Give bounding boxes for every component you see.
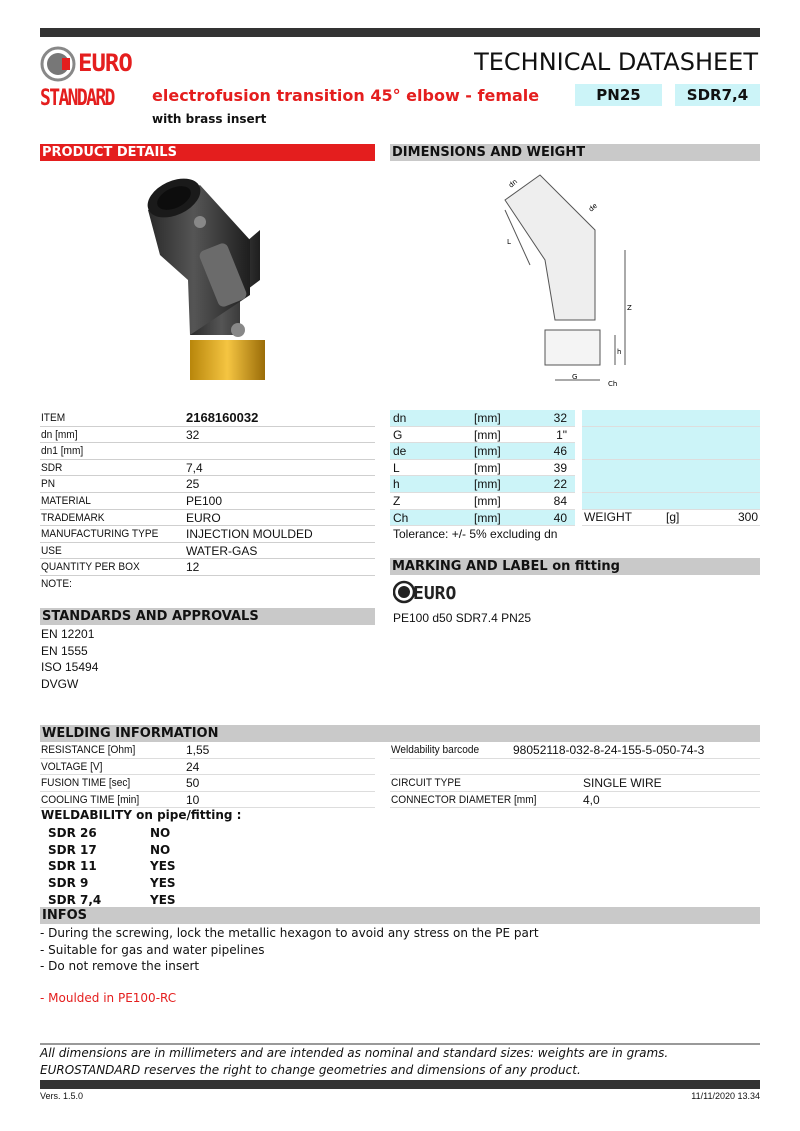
welding-row — [40, 792, 375, 809]
weldability-result: YES — [150, 892, 176, 907]
welding-right-label: CIRCUIT TYPE — [391, 777, 461, 790]
product-image — [130, 170, 280, 385]
euro-logo-icon — [393, 580, 468, 604]
drawing-label-de: de — [587, 201, 599, 214]
weldability-sdr: SDR 17 — [48, 842, 97, 857]
logo-standard-text: STANDARD — [40, 86, 114, 111]
product-detail-label: dn [mm] — [41, 428, 78, 441]
dimension-unit: [mm] — [474, 427, 501, 442]
marking-header: MARKING AND LABEL on fitting — [390, 558, 760, 575]
dimension-unit: [mm] — [474, 494, 501, 508]
welding-right-label: Weldability barcode — [391, 744, 480, 756]
dimension-value: 32 — [553, 411, 567, 425]
welding-row-right — [390, 792, 760, 809]
product-detail-label: SDR — [41, 461, 63, 474]
weldability-row — [40, 875, 760, 892]
product-detail-label: NOTE: — [41, 578, 72, 590]
product-detail-row — [40, 526, 375, 543]
weldability-header: WELDABILITY on pipe/fitting : — [41, 808, 242, 822]
dimension-value: 1" — [556, 427, 567, 442]
marking-text: PE100 d50 SDR7.4 PN25 — [393, 611, 532, 625]
dimension-key: G — [393, 427, 403, 442]
weldability-sdr: SDR 7,4 — [48, 892, 102, 907]
product-detail-label: MATERIAL — [41, 495, 91, 507]
product-detail-row — [40, 410, 375, 427]
dimension-key: Ch — [393, 510, 409, 525]
weight-cell-blank — [582, 427, 760, 444]
dimension-row — [390, 476, 575, 493]
info-red-note: - Moulded in PE100-RC — [40, 991, 177, 1005]
weldability-row — [40, 858, 760, 875]
product-detail-value: 32 — [186, 427, 200, 442]
drawing-label-dn: dn — [507, 177, 520, 190]
weight-cell-blank — [582, 443, 760, 460]
welding-row-right — [390, 742, 760, 759]
infos-header: INFOS — [40, 907, 760, 924]
document-title: TECHNICAL DATASHEET — [474, 48, 758, 76]
weldability-result: YES — [150, 876, 176, 891]
pn-badge: PN25 — [575, 84, 662, 106]
product-detail-label: dn1 [mm] — [41, 445, 84, 458]
welding-row — [40, 775, 375, 792]
weight-cell-blank — [582, 476, 760, 493]
welding-label: RESISTANCE [Ohm] — [41, 744, 136, 756]
top-bar — [40, 28, 760, 37]
marking-logo-text: EURO — [413, 583, 457, 604]
dimension-unit: [mm] — [474, 510, 501, 525]
welding-right-value: 4,0 — [583, 792, 600, 807]
weight-cell-blank — [582, 410, 760, 427]
weight-cell-blank — [582, 460, 760, 477]
welding-right-value: 98052118-032-8-24-155-5-050-74-3 — [513, 743, 705, 757]
weldability-result: NO — [150, 842, 171, 857]
standard-item: DVGW — [41, 677, 79, 692]
dimension-row — [390, 493, 575, 510]
dimension-unit: [mm] — [474, 477, 501, 492]
standards-header: STANDARDS AND APPROVALS — [40, 608, 375, 625]
info-item: - Do not remove the insert — [40, 959, 200, 974]
product-detail-value: PE100 — [186, 494, 223, 508]
standard-item: ISO 15494 — [41, 660, 99, 675]
dimension-value: 84 — [553, 494, 567, 508]
welding-value: 24 — [186, 759, 200, 774]
product-detail-value: INJECTION MOULDED — [186, 527, 313, 542]
eurostandard-logo — [40, 44, 140, 119]
product-detail-label: QUANTITY PER BOX — [41, 561, 140, 574]
weldability-result: YES — [150, 859, 176, 874]
technical-drawing — [475, 170, 650, 395]
dimension-row — [390, 510, 575, 527]
product-detail-row — [40, 476, 375, 493]
sdr-badge: SDR7,4 — [675, 84, 760, 106]
welding-label: FUSION TIME [sec] — [41, 777, 131, 790]
footer-disclaimer-1: All dimensions are in millimeters and are intended as nominal and standard sizes: weights are in grams. — [40, 1046, 669, 1060]
product-detail-row — [40, 543, 375, 560]
weight-row — [582, 509, 760, 526]
weight-cell-blank — [582, 493, 760, 510]
product-detail-value: 25 — [186, 477, 200, 492]
dimensions-header: DIMENSIONS AND WEIGHT — [390, 144, 760, 161]
logo-euro-text: EURO — [78, 49, 132, 77]
dimension-row — [390, 410, 575, 427]
welding-row — [40, 742, 375, 759]
product-detail-label: TRADEMARK — [41, 511, 105, 524]
product-detail-value: 12 — [186, 560, 200, 575]
weight-label: WEIGHT — [584, 510, 632, 524]
footer-bar — [40, 1080, 760, 1089]
weldability-row — [40, 842, 760, 859]
dimension-value: 46 — [553, 444, 567, 459]
dimension-unit: [mm] — [474, 460, 501, 475]
welding-right-value: SINGLE WIRE — [583, 776, 662, 791]
product-detail-row — [40, 576, 375, 593]
dimension-unit: [mm] — [474, 444, 501, 459]
drawing-label-z: Z — [627, 304, 632, 312]
dimension-row — [390, 443, 575, 460]
weldability-row — [40, 892, 760, 909]
product-detail-label: MANUFACTURING TYPE — [41, 528, 159, 541]
welding-value: 50 — [186, 776, 200, 791]
product-detail-value: 7,4 — [186, 460, 203, 475]
footer-disclaimer-2: EUROSTANDARD reserves the right to change geometries and dimensions of any product. — [40, 1063, 581, 1077]
dimension-value: 22 — [553, 477, 567, 492]
product-detail-label: USE — [41, 544, 62, 557]
product-detail-row — [40, 427, 375, 444]
weldability-result: NO — [150, 826, 171, 840]
drawing-label-ch: Ch — [608, 380, 618, 388]
product-detail-label: PN — [41, 478, 56, 491]
product-detail-value: 2168160032 — [186, 410, 259, 425]
product-detail-row — [40, 443, 375, 460]
drawing-label-l: L — [507, 238, 511, 246]
product-detail-row — [40, 559, 375, 576]
footer-divider — [40, 1043, 760, 1045]
dimension-key: Z — [393, 494, 401, 508]
product-details-header: PRODUCT DETAILS — [40, 144, 375, 161]
dimension-key: L — [393, 460, 400, 475]
welding-header: WELDING INFORMATION — [40, 725, 760, 742]
weldability-row — [40, 825, 760, 842]
welding-value: 10 — [186, 792, 200, 807]
product-detail-value: WATER-GAS — [186, 543, 258, 558]
dimension-value: 39 — [553, 460, 567, 475]
drawing-label-h: h — [617, 348, 622, 356]
welding-row — [40, 759, 375, 776]
welding-label: COOLING TIME [min] — [41, 793, 140, 806]
weldability-sdr: SDR 9 — [48, 876, 89, 891]
weight-unit: [g] — [666, 510, 680, 524]
dimension-row — [390, 427, 575, 444]
dimension-key: de — [393, 444, 407, 459]
product-detail-row — [40, 460, 375, 477]
weldability-sdr: SDR 11 — [48, 859, 97, 874]
dimension-key: h — [393, 477, 400, 492]
info-item: - Suitable for gas and water pipelines — [40, 942, 265, 957]
standard-item: EN 1555 — [41, 643, 88, 658]
welding-value: 1,55 — [186, 743, 210, 757]
weldability-sdr: SDR 26 — [48, 826, 97, 840]
dimension-unit: [mm] — [474, 411, 501, 425]
welding-right-label: CONNECTOR DIAMETER [mm] — [391, 793, 537, 806]
drawing-label-g: G — [572, 373, 578, 381]
product-title: electrofusion transition 45° elbow - female — [152, 86, 540, 105]
tolerance-note: Tolerance: +/- 5% excluding dn — [393, 527, 558, 541]
dimension-key: dn — [393, 411, 407, 425]
product-detail-row — [40, 493, 375, 510]
dimension-row — [390, 460, 575, 477]
version-label: Vers. 1.5.0 — [40, 1091, 84, 1101]
weight-value: 300 — [737, 510, 758, 524]
date-label: 11/11/2020 13.34 — [691, 1091, 760, 1101]
welding-row-right — [390, 759, 760, 776]
product-detail-label: ITEM — [41, 412, 66, 424]
info-item: - During the screwing, lock the metallic hexagon to avoid any stress on the PE part — [40, 926, 539, 940]
marking-logo — [393, 580, 468, 604]
product-subtitle: with brass insert — [152, 112, 267, 126]
product-detail-value: EURO — [186, 510, 221, 525]
dimension-value: 40 — [553, 510, 567, 525]
welding-label: VOLTAGE [V] — [41, 760, 103, 773]
welding-row-right — [390, 775, 760, 792]
standard-item: EN 12201 — [41, 627, 95, 641]
product-detail-row — [40, 510, 375, 527]
